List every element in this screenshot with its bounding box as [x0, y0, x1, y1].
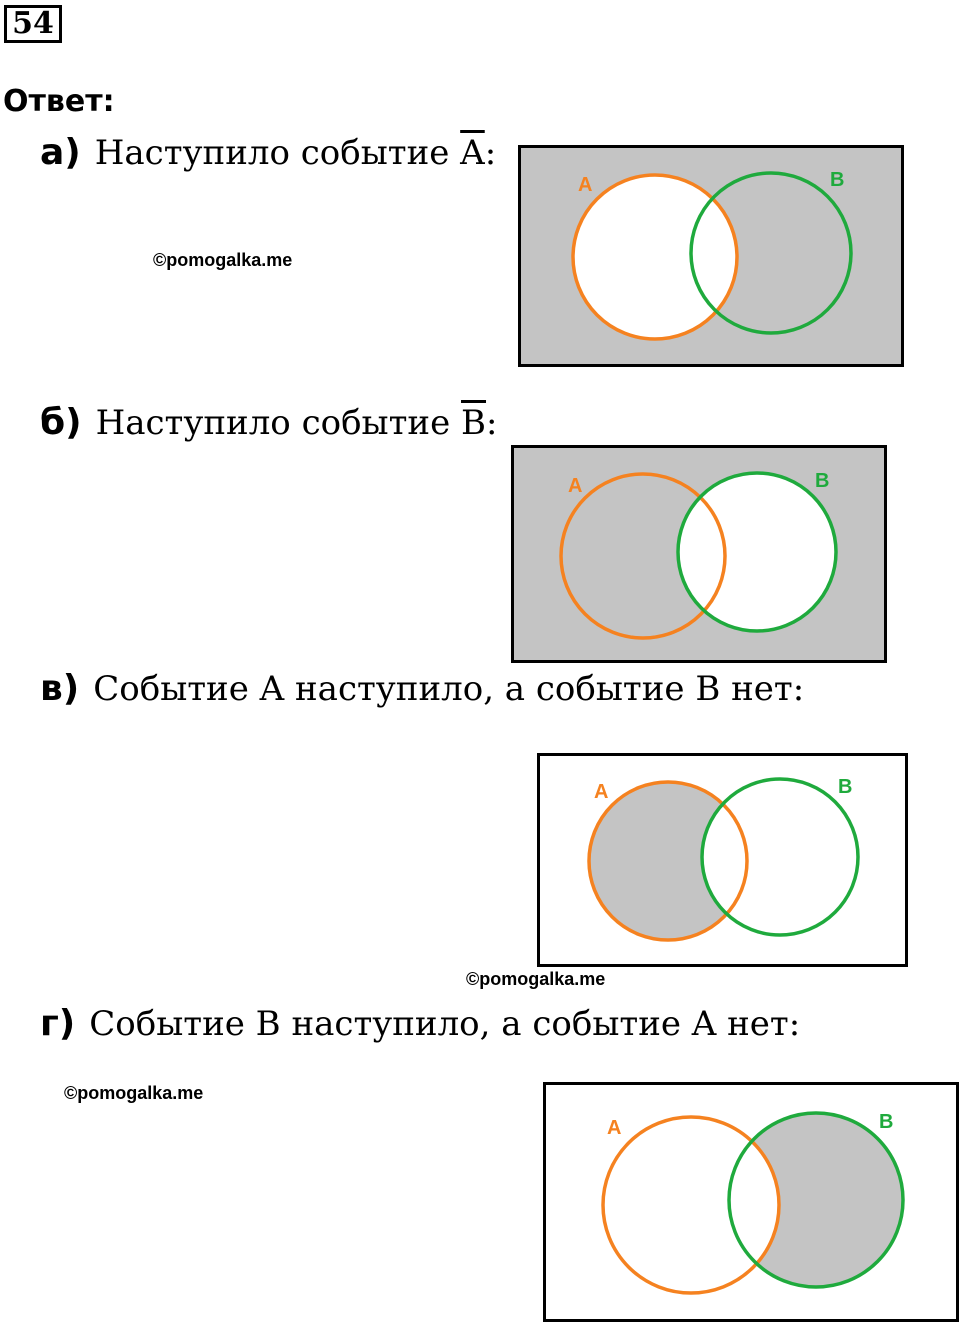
item-b [40, 402, 497, 443]
venn-diagram-d [543, 1082, 959, 1322]
item-b-text-before: Наступило событие [95, 403, 462, 443]
item-d [40, 1003, 800, 1044]
label-a: A [578, 174, 593, 196]
item-d-letter: г) [40, 1003, 76, 1044]
venn-diagram-c [537, 753, 908, 967]
item-b-text-after: : [486, 403, 498, 443]
venn-diagram-b [511, 445, 887, 663]
label-b: B [815, 470, 830, 492]
label-a: A [607, 1117, 622, 1139]
label-a: A [594, 781, 609, 803]
item-c [40, 668, 804, 709]
problem-number: 54 [4, 5, 62, 43]
item-c-letter: в) [40, 668, 80, 709]
item-a-letter: а) [40, 132, 81, 173]
watermark: ©pomogalka.me [64, 1083, 204, 1103]
item-b-overlined-event: $\overline{B}$ [461, 403, 487, 443]
answer-label: Ответ: [3, 84, 115, 119]
item-a-text-after: : [484, 133, 497, 173]
watermark: ©pomogalka.me [466, 969, 606, 989]
item-a [40, 132, 496, 173]
item-a-overlined-event: $\overline{A}$ [460, 133, 485, 173]
item-c-text: Событие A наступило, а событие B нет: [93, 669, 805, 709]
label-a: A [568, 475, 583, 497]
label-b: B [879, 1111, 894, 1133]
item-b-letter: б) [40, 402, 82, 443]
item-a-text-before: Наступило событие [94, 133, 461, 173]
watermark: ©pomogalka.me [153, 250, 293, 270]
item-a-text [95, 133, 496, 173]
item-b-text [96, 403, 498, 443]
label-b: B [830, 169, 845, 191]
item-d-text: Событие B наступило, а событие A нет: [89, 1004, 801, 1044]
label-b: B [838, 776, 853, 798]
venn-diagram-a [518, 145, 904, 367]
